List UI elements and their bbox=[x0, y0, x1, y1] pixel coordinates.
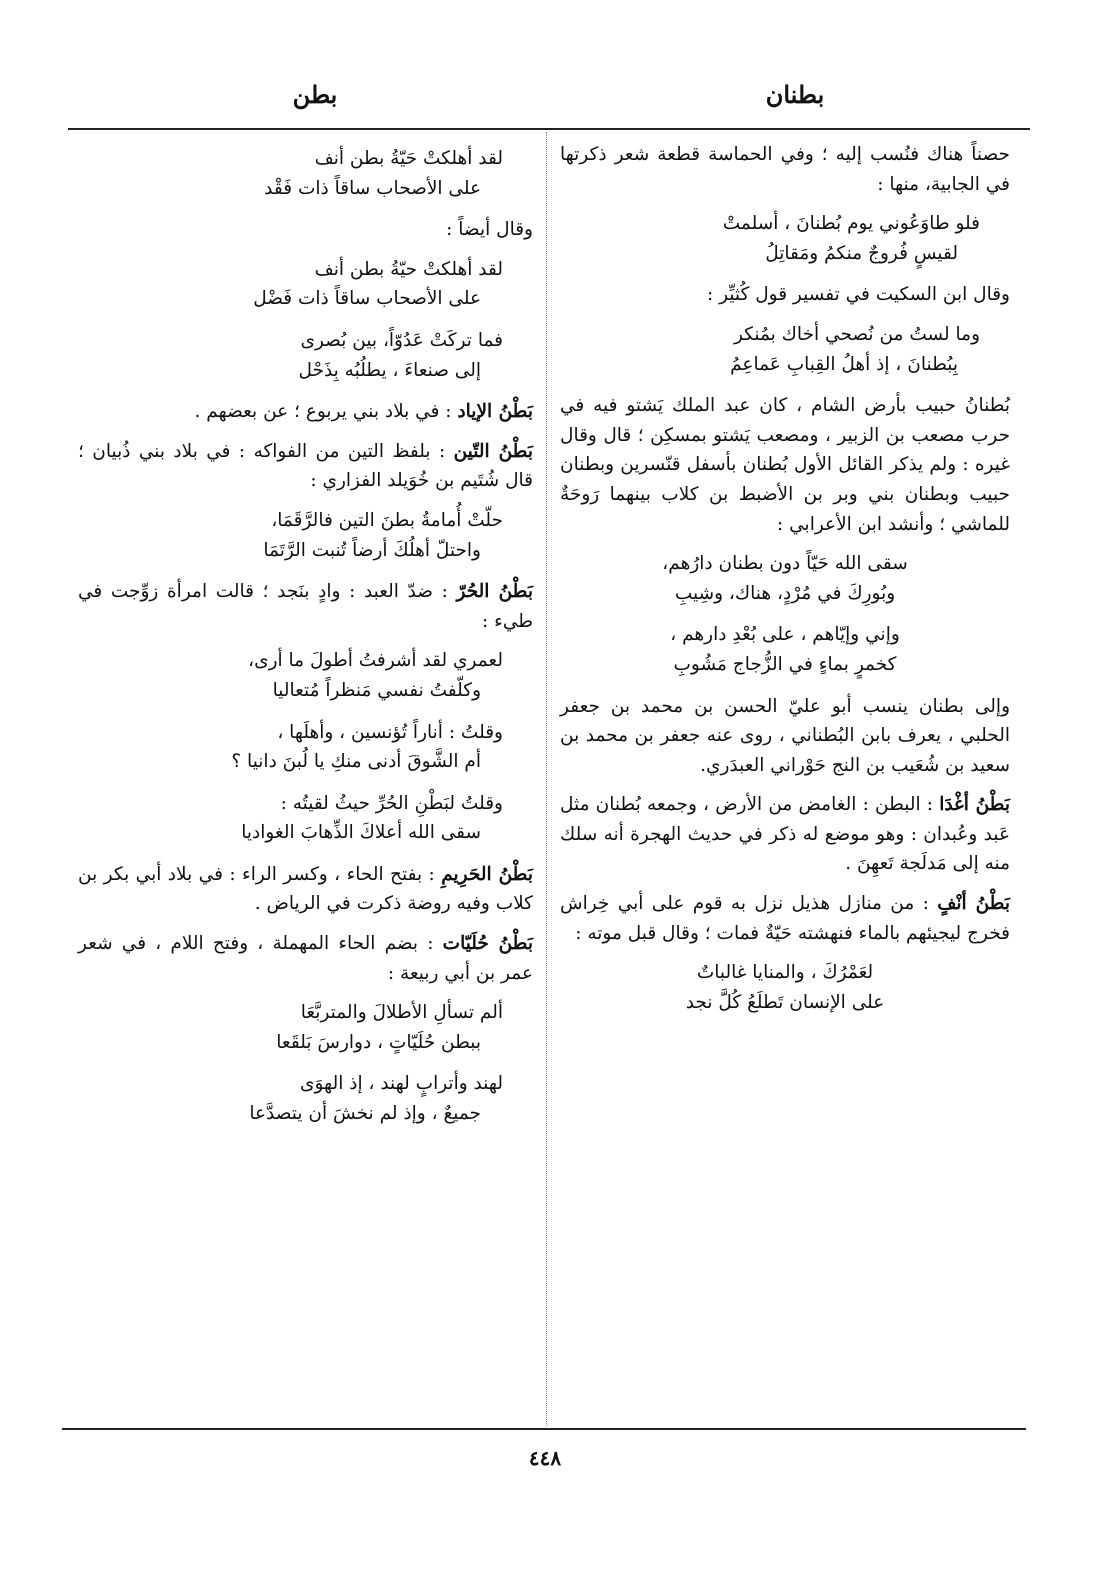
entry-text: : من منازل هذيل نزل به قوم على أبي خِراش فخرج ليجيئهم بالماء فنهشته حَيّةٌ فمات ؛ وقال قبل موته : bbox=[560, 893, 1010, 944]
hemistich: لعمري لقد أشرفتُ أطولَ ما أرى، bbox=[248, 650, 503, 672]
entry-headword: بَطْنُ التّين bbox=[453, 440, 533, 462]
entry-headword: بَطْنُ الحَرِيمِ bbox=[441, 863, 533, 885]
hemistich: لعَمْرُكَ ، والمنايا غالباتٌ bbox=[696, 962, 874, 984]
running-header-right: بطنان bbox=[765, 80, 825, 109]
entry-text: : البطن : الغامض من الأرض ، وجمعه بُطنان مثل عَبد وعُبدان : وهو موضع له ذكر في حديث الهجرة أنه سلك منه إلى مَدلَجة تَعهِنَ . bbox=[560, 794, 1010, 875]
hemistich: لهند وأترابٍ لهند ، إذ الهوَى bbox=[300, 1073, 503, 1095]
entry-text: : بلفظ التين من الفواكه : في بلاد بني ذُبيان ؛ قال شُتَيم بن خُوَيلد الفزاري : bbox=[78, 440, 533, 492]
entry-text: : بفتح الحاء ، وكسر الراء : في بلاد أبي بكر بن كلاب وفيه روضة ذكرت في الرياض . bbox=[78, 863, 533, 915]
right-column bbox=[560, 140, 1010, 1029]
footer-rule bbox=[62, 1428, 1026, 1430]
page-number: ٤٤٨ bbox=[528, 1446, 562, 1470]
left-column bbox=[78, 140, 533, 1141]
hemistich: وقلتُ لبَطْنِ الحُرِّ حيثُ لقيتُه : bbox=[280, 792, 503, 814]
hemistich: أم الشَّوقَ أدنى منكِ يا لُبنَ دانيا ؟ bbox=[231, 751, 481, 773]
entry bbox=[78, 397, 533, 427]
verse bbox=[560, 958, 1010, 1017]
hemistich: على الإنسان تَطلَعُ كُلَّ نجد bbox=[685, 991, 885, 1013]
entry-text: : في بلاد بني يربوع ؛ عن بعضهم . bbox=[194, 401, 458, 423]
entry-headword: بَطْنُ الإياد bbox=[457, 401, 533, 423]
hemistich: وما لستُ من نُصحي أخاك بمُنكر bbox=[733, 323, 980, 345]
hemistich: إلى صنعاءَ ، يطلُبُه بِذَحْل bbox=[298, 359, 481, 381]
hemistich: وقلتُ : أناراً تُؤنسين ، وأهلَها ، bbox=[277, 721, 503, 743]
verse bbox=[560, 320, 1010, 379]
hemistich: لقد أهلكتْ حَيّةُ بطن أنف bbox=[314, 148, 503, 169]
paragraph: وإلى بطنان ينسب أبو عليّ الحسن بن محمد بن جعفر الحلبي ، يعرف بابن البُطناني ، روى عنه جعفر بن محمد بن سعيد بن شُعَيب بن النج حَوْراني العبدَري. bbox=[560, 695, 1010, 776]
hemistich: وكلّفتُ نفسي مَنظراً مُتعاليا bbox=[272, 679, 481, 701]
entry-headword: بَطْنُ الحُرّ bbox=[456, 581, 534, 603]
paragraph: بُطنانُ حبيب بأرض الشام ، كان عبد الملك يَشتو فيه في حرب مصعب بن الزبير ، ومصعب يَشتو بمسكِن ؛ قال وقال غيره : ولم يذكر القائل الأول بُطنان بأسفل قنّسرين وبطنان حبيب وبطنان بني وبر بن الأضبط بن كلاب بينهما رَوحَةٌ للماشي ؛ وأنشد ابن الأعرابي : bbox=[560, 395, 1010, 535]
hemistich: ببطن حُلَيّاتٍ ، دوارسَ بَلقَعا bbox=[276, 1031, 481, 1053]
verse bbox=[78, 718, 533, 777]
hemistich: وإني وإيّاهم ، على بُعْدِ دارهم ، bbox=[670, 624, 900, 646]
hemistich: جميعٌ ، وإذ لم نخشَ أن يتصدَّعا bbox=[249, 1103, 481, 1125]
verse bbox=[78, 326, 533, 385]
entry bbox=[78, 929, 533, 988]
hemistich: واحتلّ أهلُكَ أرضاً تُنبت الرَّتَمَا bbox=[263, 539, 481, 561]
entry-headword: بَطْنُ أغْدَا bbox=[939, 794, 1011, 816]
verse bbox=[560, 620, 1010, 679]
hemistich: كخمرٍ بماءٍ في الزُّجاج مَشُوبِ bbox=[673, 653, 897, 675]
verse bbox=[560, 209, 1010, 268]
hemistich: حلّتْ أُمامةُ بطنَ التين فالرَّقَمَا، bbox=[271, 509, 503, 531]
hemistich: على الأصحاب ساقاً ذات فَقْد bbox=[264, 177, 481, 199]
entry bbox=[78, 437, 533, 496]
running-header-left: بطن bbox=[292, 80, 338, 109]
verse bbox=[560, 549, 1010, 608]
entry-text: : ضدّ العبد : وادٍ بنَجد ؛ قالت امرأة زوِّجت في طيء : bbox=[78, 581, 533, 632]
hemistich: سقى الله حَيّاً دون بطنان دارُهم، bbox=[662, 553, 908, 575]
verse bbox=[78, 144, 533, 203]
hemistich: فلو طاوَعُوني يوم بُطنانَ ، أسلمتْ bbox=[722, 213, 980, 235]
verse bbox=[78, 789, 533, 848]
entry bbox=[78, 577, 533, 636]
verse bbox=[78, 998, 533, 1057]
hemistich: سقى الله أعلاكَ الذِّهابَ الغواديا bbox=[241, 822, 481, 844]
hemistich: بِبُطنانَ ، إذ أهلُ القِبابِ عَماعِمُ bbox=[730, 353, 958, 375]
hemistich: وبُورِكَ في مُرْدٍ، هناك، وشِيبِ bbox=[674, 582, 896, 604]
entry bbox=[78, 860, 533, 919]
paragraph: حصناً هناك فنُسب إليه ؛ وفي الحماسة قطعة شعر ذكرتها في الجابية، منها : bbox=[560, 144, 1010, 195]
verse bbox=[78, 506, 533, 565]
verse bbox=[78, 1069, 533, 1128]
hemistich: على الأصحاب ساقاً ذات فَضْل bbox=[253, 288, 481, 310]
entry-text: : بضم الحاء المهملة ، وفتح اللام ، في شعر عمر بن أبي ربيعة : bbox=[78, 933, 533, 984]
entry bbox=[560, 790, 1010, 879]
hemistich: ألم تسألِ الأطلالَ والمتربَّعَا bbox=[300, 1002, 503, 1024]
verse bbox=[78, 646, 533, 705]
paragraph: وقال أيضاً : bbox=[446, 219, 533, 241]
column-divider bbox=[546, 132, 547, 1426]
hemistich: فما تركَتْ عَدُوّاً، بين بُصرى bbox=[300, 329, 503, 351]
paragraph: وقال ابن السكيت في تفسير قول كُثيِّر : bbox=[707, 284, 1010, 306]
hemistich: لقد أهلكتْ حيّةُ بطن أنف bbox=[314, 258, 503, 280]
verse bbox=[78, 255, 533, 314]
header-rule bbox=[68, 128, 1030, 130]
entry-headword: بَطْنُ أنْفٍ bbox=[937, 893, 1010, 915]
entry bbox=[560, 889, 1010, 948]
entry-headword: بَطْنُ حُلَيّات bbox=[442, 933, 534, 955]
hemistich: لقيسٍ فُروجٌ منكمُ ومَقاتِلُ bbox=[765, 242, 958, 264]
